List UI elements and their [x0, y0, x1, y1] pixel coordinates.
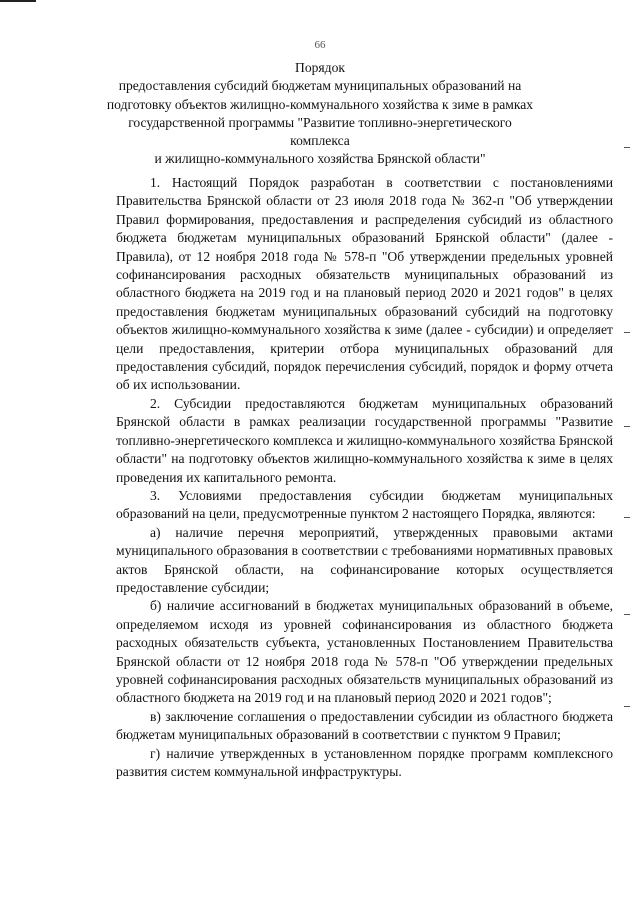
document-heading — [100, 59, 540, 169]
scan-edge-mark — [624, 332, 630, 333]
document-subtitle-line: подготовку объектов жилищно-коммунального хозяйства к зиме в рамках — [106, 96, 534, 112]
document-body — [116, 174, 613, 781]
document-subtitle-line: государственной программы "Развитие топливно-энергетического комплекса — [128, 114, 512, 149]
paragraph-condition-b: б) наличие ассигнований в бюджетах муниципальных образований в объеме, определяемом исходя из уровней софинансирования из областного бюджета расходных обязательств субъекта, установленных Постановлением Правительства Брянской области от 12 ноября 2018 года № 578-п "Об утверждении предельных уровней софинансирования расходных обязательств муниципальных образований из областного бюджета на 2019 год и на плановый период 2020 и 2021 годов"; — [116, 598, 613, 706]
scan-edge-mark — [624, 147, 630, 148]
page-number: 66 — [314, 39, 326, 51]
document-subtitle-line: и жилищно-коммунального хозяйства Брянской области" — [154, 151, 486, 167]
document-subtitle-line: предоставления субсидий бюджетам муниципальных образований на — [118, 78, 522, 94]
paragraph-condition-d: г) наличие утвержденных в установленном порядке программ комплексного развития систем коммунальной инфраструктуры. — [116, 745, 613, 779]
paragraph-condition-a: а) наличие перечня мероприятий, утвержденных правовыми актами муниципального образования в соответствии с требованиями нормативных правовых актов Брянской области, на софинансирование которых осуществляется предоставление субсидии; — [116, 524, 613, 595]
scan-edge-mark — [0, 0, 36, 2]
document-title: Порядок — [295, 60, 345, 75]
scan-edge-mark — [624, 517, 630, 518]
paragraph-clause-2: 2. Субсидии предоставляются бюджетам муниципальных образований Брянской области в рамках реализации государственной программы "Развитие топливно-энергетического комплекса и жилищно-коммунального хозяйства Брянской области" на подготовку объектов жилищно-коммунального хозяйства к зиме в целях проведения их капитального ремонта. — [116, 395, 613, 485]
paragraph-clause-1: 1. Настоящий Порядок разработан в соответствии с постановлениями Правительства Брянской области от 23 июля 2018 года № 362-п "Об утверждении Правил формирования, предоставления и распределения субсидий из областного бюджета бюджетам муниципальных образований Брянской области" (далее - Правила), от 12 ноября 2018 года № 578-п "Об утверждении предельных уровней софинансирования расходных обязательств муниципальных образований из областного бюджета на 2019 год и на плановый период 2020 и 2021 годов" в целях предоставления бюджетам муниципальных образований субсидий на подготовку объектов жилищно-коммунального хозяйства к зиме (далее - субсидии) и определяет цели предоставления, критерии отбора муниципальных образований для предоставления субсидий, порядок перечисления субсидий, порядок и форму отчета об их использовании. — [116, 175, 613, 393]
paragraph-clause-3: 3. Условиями предоставления субсидии бюджетам муниципальных образований на цели, предусмотренные пунктом 2 настоящего Порядка, являются: — [116, 487, 613, 522]
paragraph-condition-c: в) заключение соглашения о предоставлении субсидии из областного бюджета бюджетам муниципальных образований в соответствии с пунктом 9 Правил; — [116, 708, 613, 743]
scan-edge-mark — [624, 614, 630, 615]
scan-edge-mark — [624, 426, 630, 427]
scan-edge-mark — [624, 706, 630, 707]
